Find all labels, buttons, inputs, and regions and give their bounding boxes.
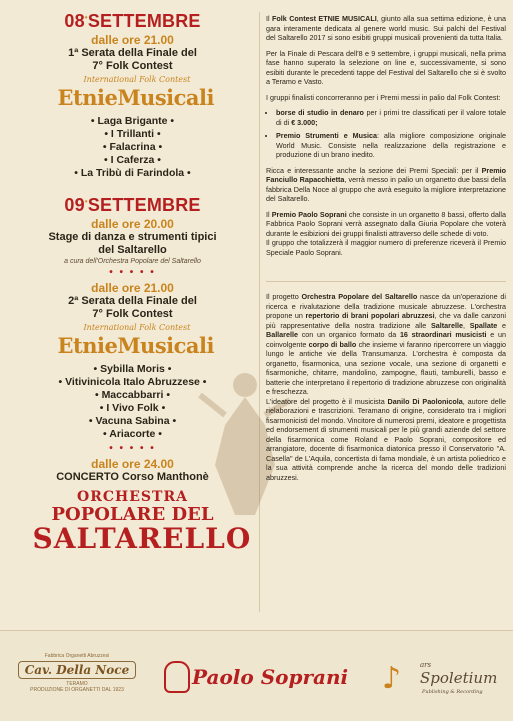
paragraph: L'ideatore del progetto è il musicista Danilo Di Paolonicola, autore delle rielaborazioni e trascrizioni. Teramano di origine, considerato tra i migliori fisarmonicisti del mondo. Vincitore di numerosi premi, ideatore e progettista ed endorsement di strumenti musicali per le più grandi aziende del settore della fisarmonica come Roland e Paolo Soprani, compositore ed arrangiatore, docente di fisarmonica diatonica presso il Conservatorio "A. Casella" de L'Aquila, concertista di fama mondiale, è un artista poliedrico e la sua attività comprende anche la ricerca del mondo delle tradizioni abruzzesi. [266,396,506,482]
concert-title: CONCERTO Corso Manthonè [56,471,209,483]
month: SETTEMBRE [87,11,201,31]
prize-list [266,108,506,160]
time-label: dalle ore 24.00 [91,457,174,471]
event-title-line1: 2ª Serata della Finale del [68,295,197,307]
paragraph: Il progetto Orchestra Popolare del Saltarello nasce da un'operazione di ricerca e rivalutazione della tradizione musicale abruzzese. L'orchestra propone un repertorio di brani popolari abruzzesi, che va dalle canzoni più rappresentative della nostra tradizione alle Saltarelle, Spallate e Ballarelle con un organico formato da 16 straordinari musicisti e un coinvolgente corpo di ballo che insieme vi faranno ripercorrere un viaggio lungo le antiche vie della Transumanza. L'orchestra è composta da organetto, fisarmonica, una sezione vocale, una sezione di organetti e fisarmoniche, chitarre, mandolino, zampogne, flauti, tamburelli, basso e batterie che interpretano il repertorio di tradizione abruzzese con originalità e freschezza. [266,292,507,396]
logo-tagline: International Folk Contest [83,75,191,84]
stage-credit: a cura dell'Orchestra Popolare del Saltarello [64,258,201,265]
day-number: 09 [64,195,85,215]
band-item: • La Tribù di Farindola • [74,167,191,179]
event-title-line1: 1ª Serata della Finale del [68,47,197,59]
separator-dots: • • • • • [109,443,156,454]
description-column [266,14,506,488]
band-item: • I Vivo Folk • [99,402,166,414]
band-item: • Laga Brigante • [90,115,175,127]
logo-tagline: International Folk Contest [83,323,191,332]
orchestra-logo-line2: POPOLARE DEL [51,504,214,525]
ars-spoletium-logo: ♪ ars Spoletium Publishing & Recording [382,661,498,696]
sponsor-footer [0,630,513,721]
paragraph: Per la Finale di Pescara dell'8 e 9 settembre, i gruppi musicali, nella prima fase hanno superato la selezione on line e, successivamente, si sono esibiti durante le precedenti tappe del Festival del Saltarello che si è svolto a Teramo e Vasto. [266,48,506,86]
paragraph: Ricca e interessante anche la sezione dei Premi Speciali: per il Premio Fanciullo Rapacchietta, verrà messo in palio un organetto due bassi della fabbrica Della Noce al gruppo che avrà eseguito la migliore interpretazione del Saltarello. [266,165,506,203]
paolo-soprani-logo: Paolo Soprani [160,661,350,701]
paragraph: Il gruppo che totalizzerà il maggior numero di preferenze riceverà il Premio Speciale Paolo Soprani. [266,238,506,257]
della-noce-logo: Fabbrica Organetti Abruzzesi Cav. Della Noce TERAMO PRODUZIONE DI ORGANETTI DAL 1923 [12,653,142,703]
soprani-emblem-icon [164,661,190,693]
time-label: dalle ore 21.00 [91,281,174,295]
band-list-1 [10,115,255,180]
band-item: • I Trillanti • [104,128,161,140]
orchestra-logo-line3: SALTARELLO [32,522,252,555]
date-dot: • [84,197,88,206]
date-heading-1 [10,8,255,31]
band-item: • Falacrina • [102,141,163,153]
band-item: • Vitivinicola Italo Abruzzese • [58,376,207,388]
logo-name: EtnieMusicali [57,85,214,110]
band-item: • Vacuna Sabina • [88,415,177,427]
prize-item: • borse di studio in denaro per i primi tre classificati per il valore totale di di € 3.000; [276,108,506,127]
paragraph: Il Folk Contest ETNIE MUSICALI, giunto alla sua settima edizione, è una gara interamente dedicata al genere world music. Sui palchi del Festival del Saltarello 2017 si sono esibiti gruppi musicali provenienti da tutta Italia. [266,14,507,42]
event-title-line2: 7° Folk Contest [92,60,173,72]
stage-title-line1: Stage di danza e strumenti tipici [48,231,217,243]
separator-dots: • • • • • [109,267,156,278]
date-heading-2 [10,192,255,215]
band-item: • Maccabbarri • [94,389,171,401]
section-divider [266,281,506,282]
prize-item: • Premio Strumenti e Musica: alla migliore composizione originale World Music. Consiste nella realizzazione della registrazione e produzione di un brano inedito. [276,131,506,160]
month: SETTEMBRE [87,195,201,215]
date-dot: • [84,13,88,22]
paragraph: Il Premio Paolo Soprani che consiste in un organetto 8 bassi, offerto dalla Fabbrica Paolo Soprani verrà assegnato dalla Giuria Popolare che voterà durante le esibizioni dei gruppi finalisti attraverso delle schede di voto. [266,209,507,238]
band-item: • Sybilla Moris • [93,363,172,375]
band-item: • I Caferza • [104,154,161,166]
band-item: • Ariacorte • [103,428,162,440]
paragraph: I gruppi finalisti concorreranno per i Premi messi in palio dal Folk Contest: [266,92,501,102]
etnie-musicali-logo [57,323,214,359]
etnie-musicali-logo [57,75,214,111]
event-title-line2: 7° Folk Contest [92,308,173,320]
time-label: dalle ore 20.00 [91,217,174,231]
day-number: 08 [64,11,85,31]
spoletium-emblem-icon: ♪ [382,661,402,696]
time-label: dalle ore 21.00 [91,33,174,47]
logo-name: EtnieMusicali [57,333,214,358]
orchestra-logo-line1: ORCHESTRA [77,489,188,505]
stage-title-line2: del Saltarello [98,244,167,256]
